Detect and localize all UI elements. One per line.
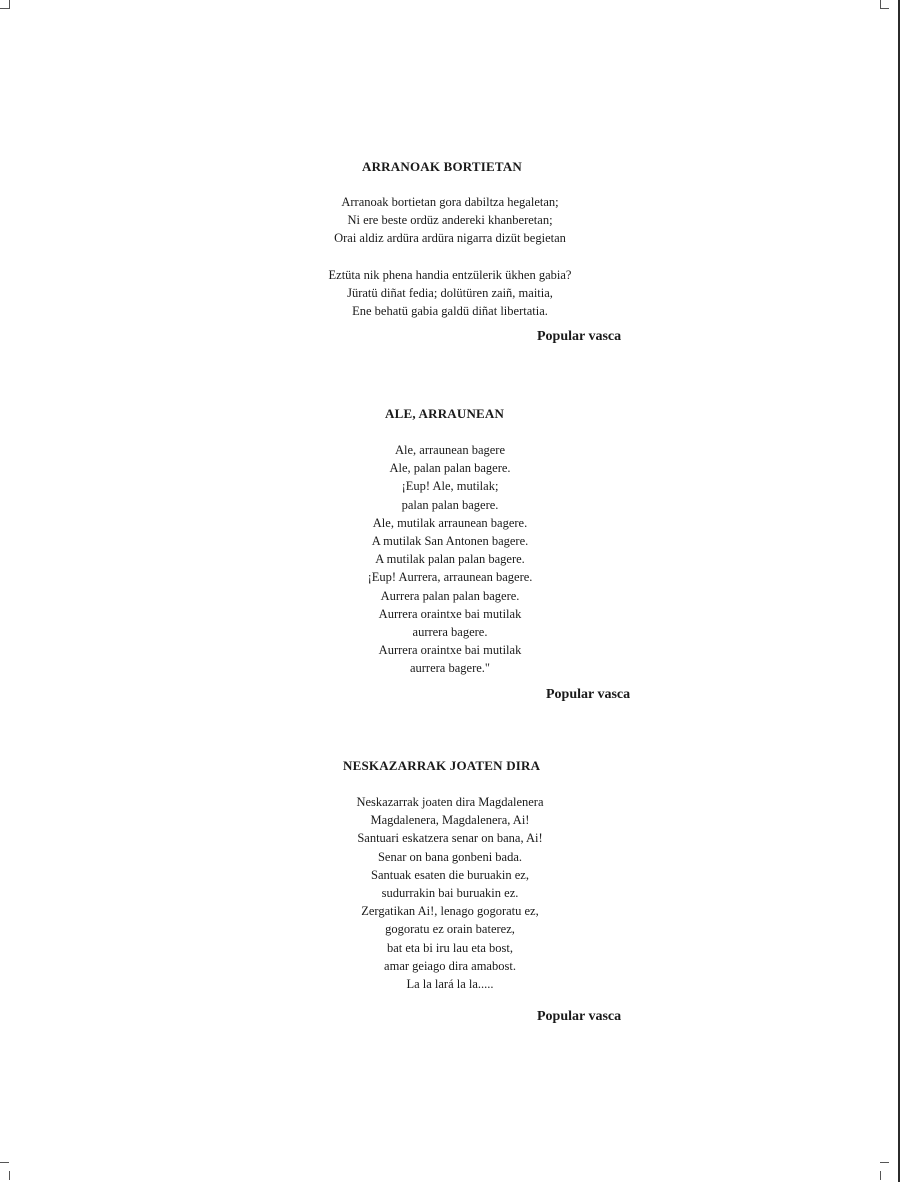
poem-attribution: Popular vasca: [537, 1009, 622, 1024]
verse-line: Magdalenera, Magdalenera, Ai!: [370, 813, 530, 828]
poem-title: ALE, ARRAUNEAN: [385, 406, 505, 421]
verse-line: Jüratü diñat fedia; dolütüren zaiñ, maitia,: [347, 285, 553, 300]
verse-line: palan palan bagere.: [401, 497, 499, 512]
poem-verse: [210, 793, 690, 993]
crop-mark: [880, 0, 881, 9]
verse-line: A mutilak palan palan bagere.: [375, 552, 525, 567]
crop-mark: [0, 8, 9, 9]
verse-line: Ale, arraunean bagere: [395, 443, 505, 457]
verse-line: Senar on bana gonbeni bada.: [377, 849, 523, 864]
verse-line: Orai aldiz ardüra ardüra nigarra dizüt begietan: [334, 231, 566, 246]
verse-line: Ni ere beste ordüz andereki khanberetan;: [347, 213, 553, 228]
poem-title: NESKAZARRAK JOATEN DIRA: [343, 758, 541, 773]
verse-line: A mutilak San Antonen bagere.: [371, 534, 529, 549]
verse-line: Ale, mutilak arraunean bagere.: [372, 515, 528, 530]
verse-line: Santuari eskatzera senar on bana, Ai!: [357, 831, 543, 846]
verse-line: aurrera bagere.: [412, 625, 488, 640]
verse-line: Santuak esaten die buruakin ez,: [371, 867, 529, 882]
crop-mark: [9, 1171, 10, 1180]
verse-line: Eztüta nik phena handia entzülerik ükhen gabia?: [328, 267, 572, 282]
verse-line: aurrera bagere.": [409, 661, 491, 676]
crop-mark: [880, 8, 889, 9]
verse-line: gogoratu ez orain baterez,: [385, 922, 515, 937]
poem-title: ARRANOAK BORTIETAN: [362, 159, 522, 174]
verse-line: La la lará la la.....: [406, 977, 494, 992]
poem-verse: [210, 441, 690, 678]
crop-mark: [0, 1162, 9, 1163]
crop-mark: [880, 1171, 881, 1180]
verse-line: Aurrera oraintxe bai mutilak: [378, 643, 522, 658]
verse-line: Ene behatü gabia galdü diñat libertatia.: [352, 304, 548, 319]
crop-mark: [9, 0, 10, 9]
verse-line: ¡Eup! Aurrera, arraunean bagere.: [367, 570, 533, 585]
verse-line: sudurrakin bai buruakin ez.: [381, 886, 519, 901]
verse-line: Aurrera palan palan bagere.: [380, 588, 520, 603]
verse-line: Neskazarrak joaten dira Magdalenera: [356, 795, 544, 809]
verse-line: ¡Eup! Ale, mutilak;: [401, 479, 499, 494]
poem-attribution: Popular vasca: [546, 687, 631, 702]
poem-verse: [210, 193, 690, 320]
verse-line: Zergatikan Ai!, lenago gogoratu ez,: [361, 904, 539, 919]
verse-line: bat eta bi iru lau eta bost,: [386, 940, 513, 955]
stanza-gap: [210, 248, 690, 266]
verse-line: amar geiago dira amabost.: [384, 958, 516, 973]
verse-line: Arranoak bortietan gora dabiltza hegaletan;: [341, 195, 559, 209]
poem-attribution: Popular vasca: [537, 329, 622, 344]
verse-line: Ale, palan palan bagere.: [389, 461, 511, 476]
crop-mark: [880, 1162, 889, 1163]
verse-line: Aurrera oraintxe bai mutilak: [378, 606, 522, 621]
